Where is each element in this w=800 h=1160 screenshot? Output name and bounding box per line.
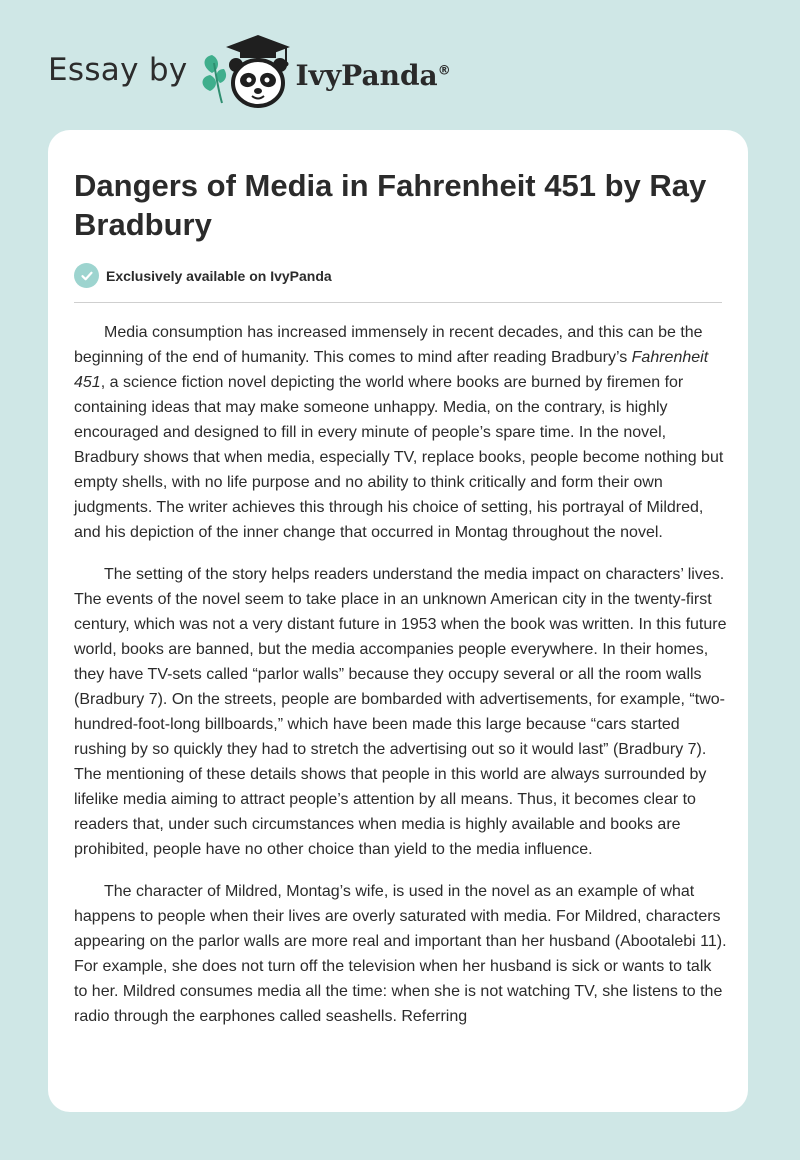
essay-card: [48, 130, 748, 1112]
paragraph-3: The character of Mildred, Montag’s wife, is used in the novel as an example of what happens to people when their lives are overly saturated with media. For Mildred, characters appearing on the parlor walls are more real and important than her husband (Abootalebi 11). For example, she does not turn off the television when her husband is sick or wants to talk to her. Mildred consumes media all the time: when she is not watching TV, she listens to the radio through the earphones called seashells. Referring: [74, 883, 727, 1025]
brand-name[interactable]: IvyPanda®: [295, 58, 451, 92]
essay-title: Dangers of Media in Fahrenheit 451 by Ray Bradbury: [74, 168, 707, 242]
check-icon: [74, 263, 99, 288]
site-header: [48, 32, 451, 112]
exclusive-label: Exclusively available on IvyPanda: [106, 267, 332, 284]
essay-body: [74, 320, 728, 1046]
book-title: Fahrenheit 451: [74, 349, 709, 391]
divider: [74, 302, 722, 303]
panda-logo-icon[interactable]: [198, 33, 294, 111]
exclusive-badge: [74, 263, 332, 288]
ivy-leaf-icon: [202, 55, 226, 103]
paragraph-1: Media consumption has increased immensely in recent decades, and this can be the beginning of the end of humanity. This comes to mind after reading Bradbury’s Fahrenheit 451, a science fiction novel depicting the world where books are burned by firemen for containing ideas that may make someone unhappy. Media, on the contrary, is highly encouraged and designed to fill in every minute of people’s spare time. In the novel, Bradbury shows that when media, especially TV, replace books, people become nothing but empty shells, with no life purpose and no ability to think critically and form their own judgments. The writer achieves this through his choice of setting, his portrayal of Mildred, and his depiction of the inner change that occurred in Montag throughout the novel.: [74, 324, 724, 541]
brand-prefix: Essay by: [48, 52, 188, 88]
paragraph-2: The setting of the story helps readers understand the media impact on characters’ lives. The events of the novel seem to take place in an unknown American city in the twenty-first century, which was not a very distant future in 1953 when the book was written. In this future world, books are banned, but the media accompanies people everywhere. In their homes, they have TV-sets called “parlor walls” because they occupy several or all the room walls (Bradbury 7). On the streets, people are bombarded with advertisements, for example, “two-hundred-foot-long billboards,” which have been made this large because “cars started rushing by so quickly they had to stretch the advertising out so it would last” (Bradbury 7). The mentioning of these details shows that people in this world are always surrounded by lifelike media aiming to attract people’s attention by all means. Thus, it becomes clear to readers that, under such circumstances when media is highly available and books are prohibited, people have no other choice than yield to the media influence.: [74, 566, 727, 858]
